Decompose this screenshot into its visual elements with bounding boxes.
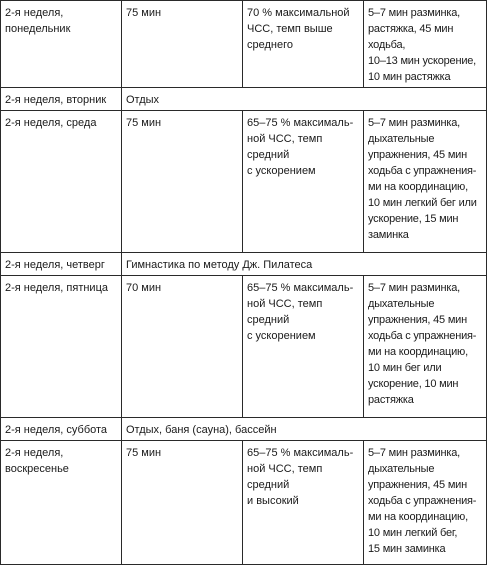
activity-cell: Отдых, баня (сауна), бассейн xyxy=(122,418,487,441)
day-cell: 2-я неделя, воскресенье xyxy=(1,441,122,565)
details-cell: 5–7 мин разминка, растяжка, 45 мин ходьба, 10–13 мин ускорение, 10 мин растяжка xyxy=(364,1,487,88)
table-row xyxy=(1,418,487,441)
table-row xyxy=(1,441,487,565)
activity-cell: Гимнастика по методу Дж. Пилатеса xyxy=(122,253,487,276)
details-cell: 5–7 мин разминка, дыхательные упражнения, 45 мин ходьба с упражнения- ми на координацию, 10 мин бег или ускорение, 10 мин растяжка xyxy=(364,276,487,418)
day-cell: 2-я неделя, суббота xyxy=(1,418,122,441)
duration-cell: 70 мин xyxy=(122,276,243,418)
intensity-cell: 65–75 % максималь- ной ЧСС, темп средний с ускорением xyxy=(243,111,364,253)
table-row xyxy=(1,253,487,276)
table-row xyxy=(1,111,487,253)
day-cell: 2-я неделя, четверг xyxy=(1,253,122,276)
table-row xyxy=(1,1,487,88)
day-cell: 2-я неделя, вторник xyxy=(1,88,122,111)
intensity-cell: 70 % максимальной ЧСС, темп выше среднего xyxy=(243,1,364,88)
duration-cell: 75 мин xyxy=(122,1,243,88)
details-cell: 5–7 мин разминка, дыхательные упражнения, 45 мин ходьба с упражнения- ми на координацию, 10 мин легкий бег или ускорение, 15 мин заминка xyxy=(364,111,487,253)
duration-cell: 75 мин xyxy=(122,111,243,253)
activity-cell: Отдых xyxy=(122,88,487,111)
day-cell: 2-я неделя, пятница xyxy=(1,276,122,418)
intensity-cell: 65–75 % максималь- ной ЧСС, темп средний с ускорением xyxy=(243,276,364,418)
duration-cell: 75 мин xyxy=(122,441,243,565)
table-row xyxy=(1,276,487,418)
intensity-cell: 65–75 % максималь- ной ЧСС, темп средний и высокий xyxy=(243,441,364,565)
table-row xyxy=(1,88,487,111)
day-cell: 2-я неделя, понедельник xyxy=(1,1,122,88)
day-cell: 2-я неделя, среда xyxy=(1,111,122,253)
details-cell: 5–7 мин разминка, дыхательные упражнения, 45 мин ходьба с упражнения- ми на координацию, 10 мин легкий бег, 15 мин заминка xyxy=(364,441,487,565)
